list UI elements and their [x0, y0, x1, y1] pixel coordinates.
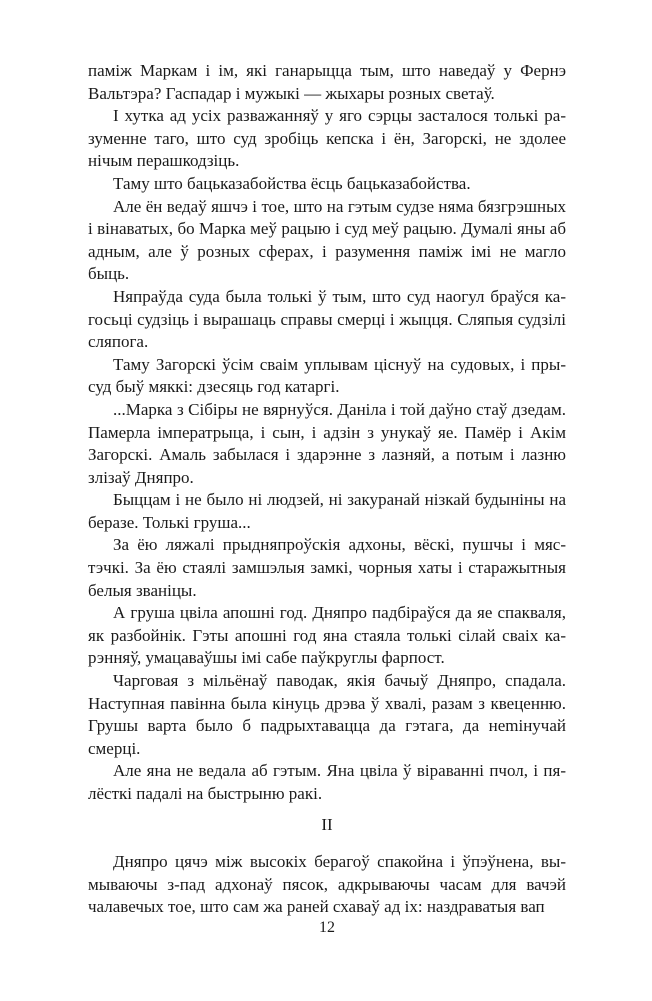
page-number: 12: [319, 919, 335, 936]
main-text: [88, 60, 566, 806]
paragraph-6: Таму Загорскі ўсім сваім уплывам ціснуў на судовых, і прысуд быў мяккі: дзесяць год катаргі.: [88, 354, 566, 397]
paragraph-2: І хутка ад усіх разважанняў у яго сэрцы засталося толькі разуменне таго, што суд зробіць кепска і ён, Загорскі, не здолее нічым перашкодзіць.: [88, 106, 566, 171]
section-2-paragraph: Дняпро цячэ між высокіх берагоў спакойна і ўпэўнена, вымываючы з-пад адхонаў пясок, адкрываючы часам для вачэй чалавечых тое, што сам жа раней схаваў ад іх: наздраватыя вап: [88, 852, 566, 917]
paragraph-10: А груша цвіла апошні год. Дняпро падбіраўся да яе спакваля, як разбойнік. Гэты апошні год яна стаяла толькі сілай сваіх карэнняў, умацаваўшы імі сабе паўкруглы фарпост.: [88, 603, 566, 668]
paragraph-9: За ёю ляжалі прыдняпроўскія адхоны, вёскі, пушчы і мястэчкі. За ёю стаялі замшэлыя замкі, чорныя хаты і старажытныя белыя званіцы.: [88, 535, 566, 600]
paragraph-8: Быццам і не было ні людзей, ні закуранай нізкай будыніны на беразе. Толькі груша...: [88, 490, 566, 532]
section-heading: II: [321, 815, 333, 834]
section-2-text: [88, 851, 566, 919]
paragraph-5: Няпраўда суда была толькі ў тым, што суд наогул браўся кагосьці судзіць і вырашаць справы смерці і жыцця. Сляпыя судзілі сляпога.: [88, 286, 566, 352]
paragraph-3: Таму што бацьказабойства ёсць бацьказабойства.: [113, 173, 471, 193]
paragraph-12: Але яна не ведала аб гэтым. Яна цвіла ў віраванні пчол, і пялёсткі падалі на быстрыню ракі.: [88, 761, 566, 803]
paragraph-11: Чарговая з мільёнаў паводак, якія бачыў Дняпро, спадала. Наступная павінна была кінуць дрэва ў хвалі, разам з квеценню. Грушы варта было б падрыхтавацца да гэтага, да нemінучай смерці.: [88, 671, 566, 758]
paragraph-7: ...Марка з Сібіры не вярнуўся. Даніла і той даўно стаў дзедам. Памерла імператрыца, і сын, і адзін з унукаў яе. Памёр і Акім Загорскі. Амаль забылася і здарэнне з лазняй, а потым і лазню злізаў Дняпро.: [88, 399, 566, 487]
paragraph-1: паміж Маркам і ім, які ганарыцца тым, што наведаў у Фернэ Вальтэра? Гаспадар і мужыкі — жыхары розных светаў.: [88, 61, 566, 103]
paragraph-4: Але ён ведаў яшчэ і тое, што на гэтым судзе няма бязгрэшных і вінаватых, бо Марка меў рацыю і суд меў рацыю. Думалі яны аб адным, але ў розных сферах, і разумення паміж імі не магло быць.: [88, 196, 566, 284]
